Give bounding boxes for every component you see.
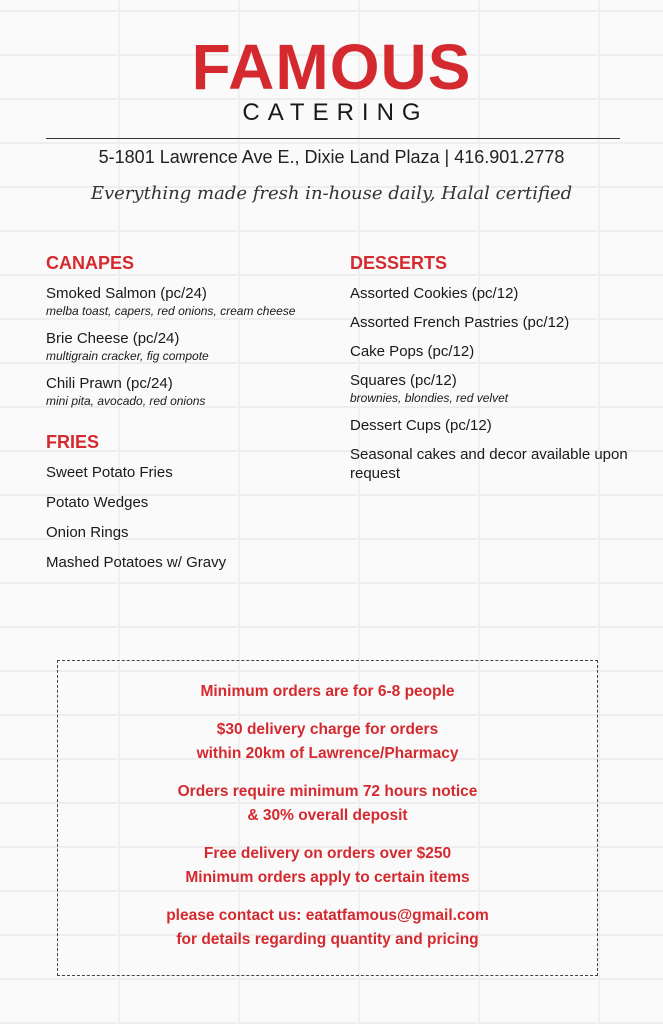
info-line: Free delivery on orders over $250 (203, 845, 452, 862)
item-description: mini pita, avocado, red onions (46, 394, 206, 408)
info-line: within 20km of Lawrence/Pharmacy (196, 745, 459, 762)
address-line: 5-1801 Lawrence Ave E., Dixie Land Plaza | 416.901.2778 (98, 147, 565, 167)
item-name: Potato Wedges (46, 494, 149, 511)
info-line: & 30% overall deposit (247, 807, 408, 824)
item-name: Squares (pc/12) (350, 372, 457, 389)
info-line: for details regarding quantity and pricing (176, 931, 479, 948)
info-free-delivery (58, 842, 597, 890)
item-description: melba toast, capers, red onions, cream cheese (46, 304, 296, 318)
item-name: Chili Prawn (pc/24) (46, 375, 173, 392)
menu-item (350, 416, 640, 435)
brand-title: FAMOUS (191, 31, 472, 103)
menu-item (46, 374, 336, 409)
fries-heading: FRIES (46, 432, 100, 452)
item-name: Assorted French Pastries (pc/12) (350, 314, 570, 331)
info-line: please contact us: eatatfamous@gmail.com (166, 907, 489, 924)
info-notice (58, 780, 597, 828)
info-line: Minimum orders are for 6-8 people (200, 683, 455, 700)
menu-item (46, 553, 336, 572)
menu-item (350, 342, 640, 361)
item-name: Sweet Potato Fries (46, 464, 173, 481)
item-name: Cake Pops (pc/12) (350, 343, 475, 360)
left-column (46, 252, 336, 583)
item-description: multigrain cracker, fig compote (46, 349, 209, 363)
header-divider (46, 138, 620, 139)
fries-section (46, 431, 336, 572)
menu-item (46, 463, 336, 482)
info-delivery-charge (58, 718, 597, 766)
menu-item (46, 329, 336, 364)
info-minimum-orders (58, 680, 597, 704)
item-name: Assorted Cookies (pc/12) (350, 285, 519, 302)
item-name: Onion Rings (46, 524, 129, 541)
menu-item (350, 284, 640, 303)
menu-item (350, 371, 640, 406)
item-name: Seasonal cakes and decor available upon request (350, 446, 628, 482)
brand-subtitle: CATERING (242, 99, 429, 126)
menu-item (350, 313, 640, 332)
right-column (350, 252, 640, 493)
item-name: Mashed Potatoes w/ Gravy (46, 554, 227, 571)
info-line: $30 delivery charge for orders (216, 721, 439, 738)
item-description: brownies, blondies, red velvet (350, 391, 509, 405)
menu-item (46, 523, 336, 542)
info-line: Minimum orders apply to certain items (185, 869, 470, 886)
order-info-box (57, 660, 598, 976)
desserts-heading: DESSERTS (350, 253, 448, 273)
tagline: Everything made fresh in-house daily, Halal certified (90, 183, 573, 204)
menu-item (350, 445, 640, 483)
item-name: Dessert Cups (pc/12) (350, 417, 492, 434)
canapes-heading: CANAPES (46, 253, 135, 273)
menu-item (46, 493, 336, 512)
info-line: Orders require minimum 72 hours notice (177, 783, 478, 800)
menu-item (46, 284, 336, 319)
info-contact (58, 904, 597, 952)
item-name: Smoked Salmon (pc/24) (46, 285, 207, 302)
item-name: Brie Cheese (pc/24) (46, 330, 180, 347)
